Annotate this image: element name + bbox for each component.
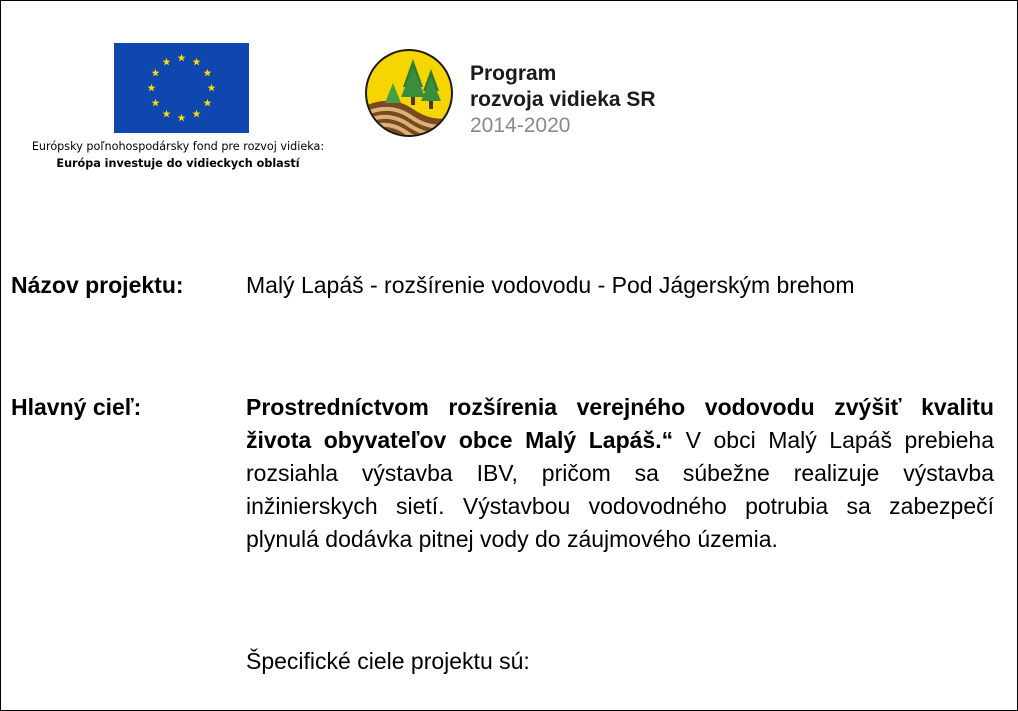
project-name-value: Malý Lapáš - rozšírenie vodovodu - Pod Jágerským brehom [246, 272, 855, 298]
specific-goals-label: Špecifické ciele projektu sú: [246, 648, 530, 674]
eu-flag-icon [114, 43, 249, 133]
prv-title-line2: rozvoja vidieka SR [470, 88, 656, 111]
eu-caption [8, 138, 348, 172]
eu-star-icon [193, 58, 201, 66]
prv-title-line1: Program [470, 62, 557, 85]
eu-star-icon [203, 69, 211, 77]
eu-star-icon [148, 84, 156, 92]
eu-caption-line2: Európa investuje do vidieckych oblastí [56, 157, 300, 170]
main-goal-description: V obci Malý Lapáš prebieha rozsiahla výstavba IBV, pričom sa súbežne realizuje výstavba inžinierskych sietí. Výstavbou vodovodného potrubia sa zabezpečí plynulá dodávka pitnej vody do záujmového územia. [246, 427, 994, 552]
project-name-label: Názov projektu: [11, 272, 184, 298]
prv-title [470, 61, 656, 139]
eu-star-icon [152, 99, 160, 107]
eu-star-icon [203, 99, 211, 107]
main-goal-text [246, 391, 994, 556]
main-goal-label: Hlavný cieľ: [11, 394, 142, 420]
eu-star-icon [178, 54, 186, 62]
eu-star-icon [163, 110, 171, 118]
eu-star-icon [152, 69, 160, 77]
main-goal-bold: Prostredníctvom rozšírenia verejného vodovodu zvýšiť kvalitu života obyvateľov obce Malý Lapáš.“ [246, 394, 994, 453]
prv-years: 2014-2020 [470, 114, 571, 137]
eu-star-icon [163, 58, 171, 66]
eu-star-icon [193, 110, 201, 118]
prv-landscape-logo-icon [363, 47, 455, 139]
eu-star-icon [178, 114, 186, 122]
eu-star-icon [208, 84, 216, 92]
eu-caption-line1: Európsky poľnohospodársky fond pre rozvoj vidieka: [31, 140, 325, 153]
